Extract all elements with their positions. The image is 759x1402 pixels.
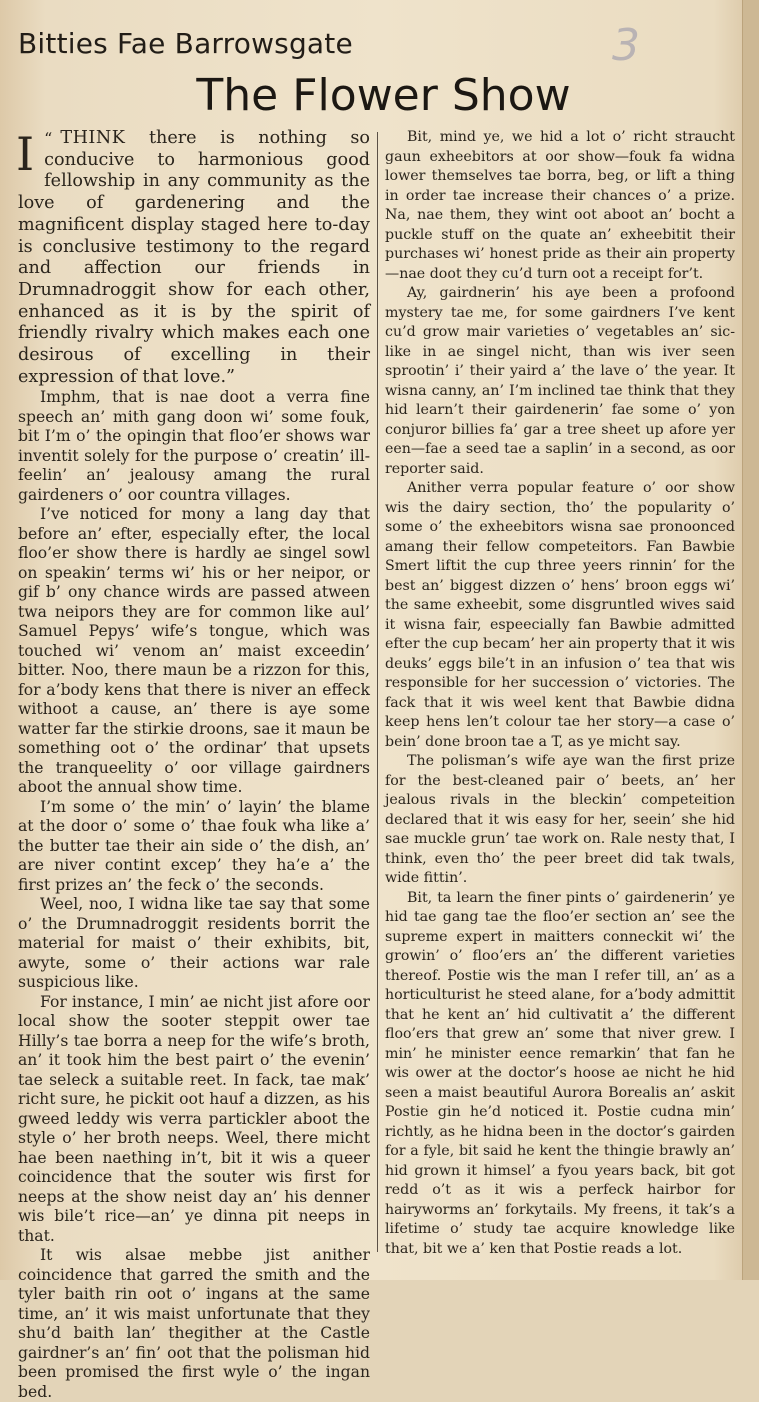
right-paragraph-4: The polisman’s wife aye wan the first prize for the best-cleaned pair o’ beets, an’ her jealous rivals in the bleckin’ competeition declared that it wis easy for her, seein’ she hid sae muckle grun’ tae work on. Rale nesty that, I think, even tho’ the peer breet did tak twals, wide fittin’. — [385, 753, 735, 886]
article-title: The Flower Show — [196, 70, 571, 121]
left-paragraph-2: I’ve noticed for mony a lang day that before an’ efter, especially efter, the local floo’er show there is hardly ae singel sowl on speakin’ terms wi’ his or her neipor, or gif b’ ony chance wirds are passed atween twa neipors they are for common like aul’ Samuel Pepys’ wife’s tongue, which was touched wi’ venom an’ maist exceedin’ bitter. Noo, there maun be a rizzon for this, for a’body kens that there is niver an effeck withoot a cause, an’ there is aye some watter far the stirkie droons, sae it maun be something oot o’ the ordinar’ that upsets the tranqueelity o’ oor village gairdners aboot the annual show time. — [18, 505, 370, 797]
right-column — [385, 128, 735, 1259]
right-paragraph-2: Ay, gairdnerin’ his aye been a profoond mystery tae me, for some gairdners I’ve kent cu’d grow mair varieties o’ vegetables an’ sic-like in ae singel nicht, than wis iver seen sprootin’ i’ their yaird a’ the lave o’ the year. It wisna canny, an’ I’m inclined tae think that they hid learn’t their gairdenerin’ fae some o’ yon conjuror billies fa’ gar a tree sheet up afore yer een—fae a seed tae a saplin’ in a second, as oor reporter said. — [385, 285, 735, 477]
column-kicker: Bitties Fae Barrowsgate — [18, 27, 353, 60]
page-edge — [742, 0, 759, 1280]
left-column — [18, 128, 370, 1402]
right-paragraph-3: Anither verra popular feature o’ oor show wis the dairy section, tho’ the popularity o’ some o’ the exheebitors wisna sae pronoonced amang their fellow competeitors. Fan Bawbie Smert liftit the cup three yeers rinnin’ for the best an’ biggest dizzen o’ hens’ broon eggs wi’ the same exheebit, some disgruntled wives said it wisna fair, espeecially fan Bawbie admitted efter the cup becam’ her ain property that it wis deuks’ eggs bile’t in an infusion o’ tea that wis responsible for her succession o’ victories. The fack that it wis weel kent that Bawbie didna keep hens len’t colour tae her story—a case o’ bein’ done broon tae a T, as ye micht say. — [385, 480, 735, 750]
drop-cap: I — [16, 127, 35, 181]
right-paragraph-1: Bit, mind ye, we hid a lot o’ richt straucht gaun exheebitors at oor show—fouk fa widna lower themselves tae borra, beg, or lift a thing in order tae increase their chances o’ a prize. Na, nae them, they wint oot aboot an’ bocht a puckle stuff on the quate an’ exheebitit their purchases wi’ honest pride as their ain property—nae doot they cu’d turn oot a receipt for’t. — [385, 129, 735, 282]
column-rule — [377, 132, 378, 1252]
lead-text: there is nothing so conducive to harmonious good fellowship in any community as the love of gardenering and the magnificent display staged here to-day is conclusive testimony to the regard and affection our friends in Drumnadroggit show for each other, enhanced as it is by the spirit of friendly rivalry which makes each one desirous of excelling in their expression of that love.” — [18, 128, 370, 387]
open-quote: “ — [44, 129, 53, 148]
left-paragraph-4: Weel, noo, I widna like tae say that some o’ the Drumnadroggit residents borrit the material for maist o’ their exhibits, bit, awyte, some o’ their actions war rale suspicious like. — [18, 895, 370, 992]
left-paragraph-5: For instance, I min’ ae nicht jist afore oor local show the sooter steppit ower tae Hilly’s tae borra a neep for the wife’s broth, an’ it took him the best pairt o’ the evenin’ tae seleck a suitable reet. In fack, tae mak’ richt sure, he pickit oot hauf a dizzen, as his gweed leddy wis verra partickler aboot the style o’ her broth neeps. Weel, there micht hae been naething in’t, bit it wis a queer coincidence that the souter wis first for neeps at the show neist day an’ his denner wis bile’t rice—an’ ye dinna pit neeps in that. — [18, 992, 370, 1245]
right-paragraph-5: Bit, ta learn the finer pints o’ gairdenerin’ ye hid tae gang tae the floo’er section an’ see the supreme expert in maitters conneckit wi’ the growin’ o’ floo’ers an’ the different varieties thereof. Postie wis the man I refer till, an’ as a horticulturist he steed alane, for a’body admittit that he kent an’ hid cultivatit a’ the different floo’ers that grew an’ some that niver grew. I min’ he minister eence remarkin’ that fan he wis ower at the doctor’s hoose ae nicht he hid seen a maist beautiful Aurora Borealis an’ askit Postie gin he’d noticed it. Postie cudna min’ richtly, as he hidna been in the doctor’s gairden for a fyle, bit said he kent the thingie brawly an’ hid grown it himsel’ a fyou years back, bit got redd o’t as it wis a perfeck hairbor for hairyworms an’ forkytails. My freens, it tak’s a lifetime o’ study tae acquire knowledge like that, bit we a’ ken that Postie reads a lot. — [385, 889, 735, 1257]
lead-paragraph — [18, 128, 370, 388]
left-paragraph-6: It wis alsae mebbe jist anither coincidence that garred the smith and the tyler baith rin oot o’ ingans at the same time, an’ it wis maist unfortunate that they shu’d baith lan’ thegither at the Castle gairdner’s an’ fin’ oot that the polisman hid been promised the first wyle o’ the ingan bed. — [18, 1246, 370, 1401]
left-paragraph-1: Imphm, that is nae doot a verra fine speech an’ mith gang doon wi’ some fouk, bit I’m o’ the opingin that floo’er shows war inventit solely for the purpose o’ creatin’ ill-feelin’ an’ jealousy amang the rural gairdeners o’ oor countra villages. — [18, 388, 370, 504]
page-number: 3 — [612, 20, 640, 71]
lead-first-word: THINK — [60, 128, 126, 148]
left-paragraph-3: I’m some o’ the min’ o’ layin’ the blame at the door o’ some o’ thae fouk wha like a’ the butter tae their ain side o’ the dish, an’ are niver contint excep’ they ha’e a’ the first prizes an’ the feck o’ the seconds. — [18, 797, 370, 894]
